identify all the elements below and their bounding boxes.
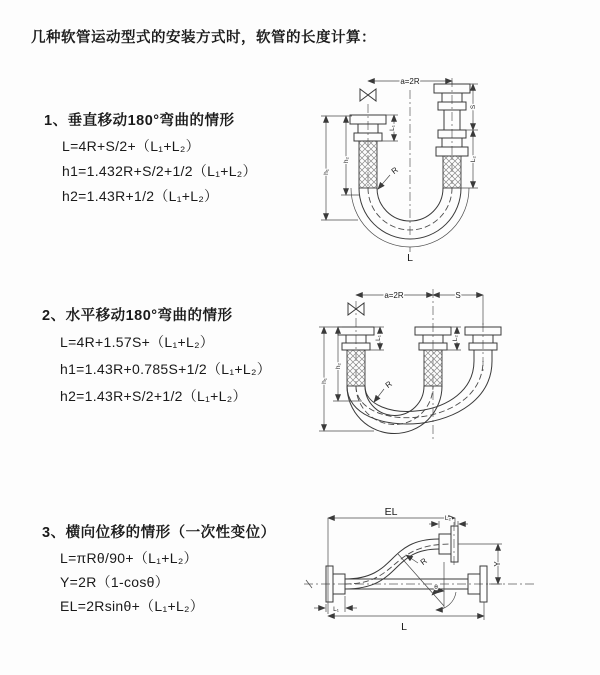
formula-line: Y=2R（1-cosθ） [60, 574, 170, 590]
formula-line: h2=1.43R+1/2（L₁+L₂） [62, 188, 219, 204]
formula-line: L=4R+S/2+（L₁+L₂） [62, 138, 200, 154]
diagram-vertical-180-bend [302, 68, 592, 268]
formula-line: EL=2Rsinθ+（L₁+L₂） [60, 598, 205, 614]
centerlines [304, 522, 536, 588]
diagram-lateral-displacement [298, 498, 598, 638]
formula-line: L=πRθ/90+（L₁+L₂） [60, 550, 198, 566]
section-heading: 1、垂直移动180°弯曲的情形 [44, 113, 235, 129]
formula-line: h1=1.43R+0.785S+1/2（L₁+L₂） [60, 361, 271, 377]
section-lateral-displacement [42, 521, 276, 618]
dim-label-l-total: L [407, 252, 413, 264]
dim-label-a2r: a=2R [400, 77, 420, 86]
dim-label-y: Y [493, 561, 502, 567]
dim-label-l2: L₂ [444, 515, 452, 522]
dim-label-a2r: a=2R [384, 291, 404, 300]
dim-label-r: R [389, 165, 400, 176]
formula-line: L=4R+1.57S+（L₁+L₂） [60, 334, 215, 350]
section-heading: 3、横向位移的情形（一次性变位） [42, 525, 276, 541]
dim-label-l2: L₂ [452, 334, 459, 342]
dim-label-h1: h₁ [323, 169, 330, 175]
dim-label-h2: h₂ [343, 156, 350, 164]
dim-label-l1: L₁ [333, 606, 339, 613]
dim-label-l1: L₁ [389, 125, 396, 131]
page-title: 几种软管运动型式的安装方式时，软管的长度计算： [31, 30, 376, 46]
dimensions [319, 291, 483, 431]
hose-u-bend-original [347, 386, 442, 434]
dim-label-el: EL [384, 506, 398, 518]
dim-label-l1: L₁ [375, 335, 382, 341]
diagram-horizontal-180-bend [302, 281, 592, 451]
dim-label-r: R [418, 556, 429, 567]
section-heading: 2、水平移动180°弯曲的情形 [42, 308, 233, 324]
dim-label-h2: h₂ [335, 362, 342, 370]
dim-label-s: S [455, 291, 461, 300]
dim-label-l2: L₂ [470, 155, 477, 163]
formula-line: h2=1.43R+S/2+1/2（L₁+L₂） [60, 388, 247, 404]
centerlines [356, 289, 483, 441]
valve-icon [360, 89, 376, 101]
hose-displaced-s-curve [345, 539, 451, 589]
section-vertical-movement [44, 109, 257, 209]
section-horizontal-movement [42, 304, 271, 410]
dim-label-l-total: L [401, 621, 407, 633]
dim-label-h1: h₁ [321, 378, 328, 384]
top-flange-fitting [439, 526, 458, 562]
formula-line: h1=1.432R+S/2+1/2（L₁+L₂） [62, 163, 257, 179]
dim-label-r: R [383, 379, 394, 390]
dim-label-theta: θ [434, 584, 438, 591]
dimensions [314, 506, 502, 633]
dim-label-s: S [470, 104, 477, 110]
